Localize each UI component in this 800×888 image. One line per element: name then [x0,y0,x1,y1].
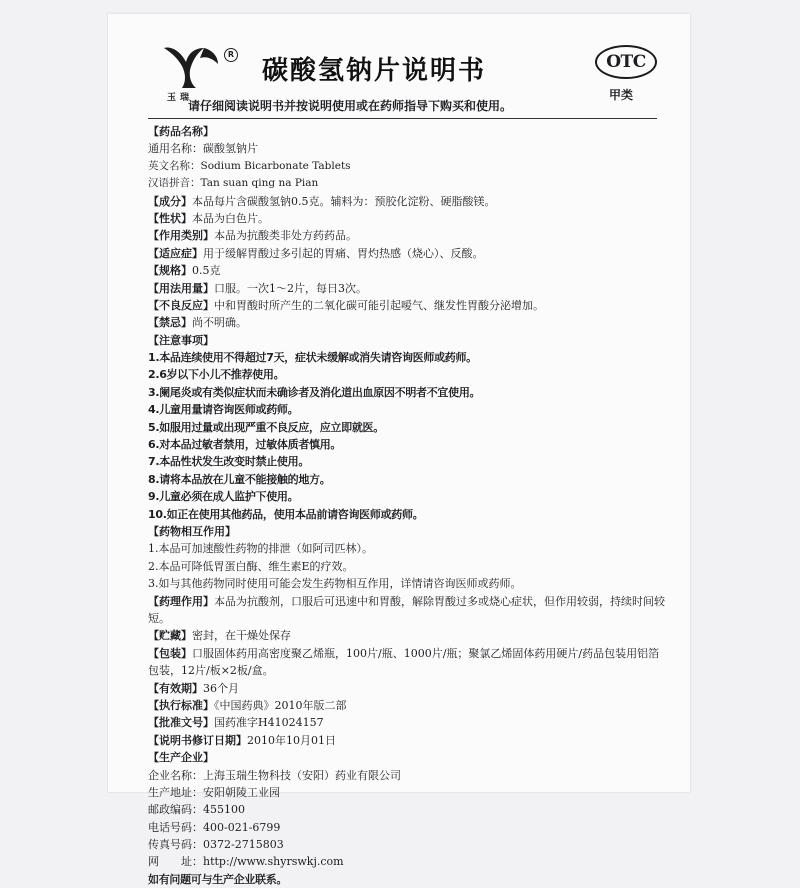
approval-label: 【批准文号】 [148,716,214,730]
dosage-value: 口服。一次1～2片，每日3次。 [214,281,367,295]
package-section [148,645,666,680]
indications-value: 用于缓解胃酸过多引起的胃痛、胃灼热感（烧心）、反酸。 [203,246,484,260]
precaution-item: 7.本品性状发生改变时禁止使用。 [148,455,310,469]
character-value: 本品为白色片。 [192,211,269,225]
standard-section [148,697,666,714]
validity-value: 36个月 [203,681,239,695]
composition-value: 本品每片含碳酸氢钠0.5克。辅料为：预胶化淀粉、硬脂酸镁。 [192,194,496,208]
category-section [148,227,666,244]
adverse-label: 【不良反应】 [148,298,214,312]
precaution-item: 5.如服用过量或出现严重不良反应，应立即就医。 [148,420,384,434]
contraindications-label: 【禁忌】 [148,316,192,330]
otc-badge: OTC [595,45,657,79]
character-label: 【性状】 [148,211,192,225]
dosage-label: 【用法用量】 [148,281,214,295]
adverse-value: 中和胃酸时所产生的二氧化碳可能引起嗳气、继发性胃酸分泌增加。 [214,298,544,312]
contraindications-section [148,314,666,331]
contraindications-value: 尚不明确。 [192,316,247,330]
revision-label: 【说明书修订日期】 [148,733,247,747]
category-label: 【作用类别】 [148,229,214,243]
precaution-item: 9.儿童必须在成人监护下使用。 [148,490,299,504]
standard-label: 【执行标准】 [148,698,214,712]
manufacturer-name: 企业名称：上海玉瑞生物科技（安阳）药业有限公司 [148,768,401,782]
registered-mark: R [224,48,238,62]
validity-section [148,680,666,697]
pharmacology-value: 本品为抗酸剂，口服后可迅速中和胃酸，解除胃酸过多或烧心症状，但作用较弱，持续时间较短。 [148,594,665,625]
indications-section [148,245,666,262]
precaution-item: 8.请将本品放在儿童不能接触的地方。 [148,472,331,486]
usage-instruction: 请仔细阅读说明书并按说明使用或在药师指导下购买和使用。 [188,99,513,113]
precautions-header: 【注意事项】 [148,333,214,347]
standard-value: 《中国药典》2010年版二部 [214,698,347,712]
specification-value: 0.5克 [192,264,221,278]
composition-label: 【成分】 [148,194,192,208]
interaction-item: 2.本品可降低胃蛋白酶、维生素E的疗效。 [148,559,354,573]
revision-value: 2010年10月01日 [247,733,336,747]
header-divider [148,118,657,119]
manufacturer-header: 【生产企业】 [148,751,214,765]
approval-value: 国药准字H41024157 [214,716,324,730]
package-label: 【包装】 [148,646,192,660]
package-value: 口服固体药用高密度聚乙烯瓶，100片/瓶、1000片/瓶；聚氯乙烯固体药用硬片/药品包装用铝箔包装，12片/板×2板/盒。 [148,646,660,678]
pinyin-name: 汉语拼音：Tan suan qing na Pian [148,177,319,190]
precaution-item: 1.本品连续使用不得超过7天，症状未缓解或消失请咨询医师或药师。 [148,351,477,365]
precaution-item: 2.6岁以下小儿不推荐使用。 [148,368,285,382]
document-title: 碳酸氢钠片说明书 [262,56,487,86]
storage-label: 【贮藏】 [148,629,192,643]
brand-name: 玉瑞 [167,93,194,103]
interactions-header: 【药物相互作用】 [148,524,236,538]
generic-name: 通用名称：碳酸氢钠片 [148,142,258,156]
leaflet-body [148,123,666,888]
specification-label: 【规格】 [148,264,192,278]
brand-logo-icon [160,44,222,90]
interaction-item: 1.本品可加速酸性药物的排泄（如阿司匹林）。 [148,542,373,556]
drug-name-header: 【药品名称】 [148,125,214,138]
validity-label: 【有效期】 [148,681,203,695]
english-name: 英文名称：Sodium Bicarbonate Tablets [148,159,351,172]
composition-section [148,193,666,210]
manufacturer-address: 生产地址：安阳朝陵工业园 [148,785,280,799]
storage-value: 密封，在干燥处保存 [192,629,291,643]
adverse-section [148,297,666,314]
interaction-item: 3.如与其他药物同时使用可能会发生药物相互作用，详情请咨询医师或药师。 [148,577,522,591]
pharmacology-label: 【药理作用】 [148,594,214,608]
precaution-item: 6.对本品过敏者禁用，过敏体质者慎用。 [148,438,342,452]
dosage-section [148,280,666,297]
indications-label: 【适应症】 [148,246,203,260]
manufacturer-contact: 如有问题可与生产企业联系。 [148,872,288,886]
approval-section [148,714,666,731]
manufacturer-postcode: 邮政编码：455100 [148,803,245,817]
character-section [148,210,666,227]
specification-section [148,262,666,279]
category-value: 本品为抗酸类非处方药药品。 [214,229,357,243]
revision-section [148,732,666,749]
otc-class-label: 甲类 [609,88,634,102]
storage-section [148,627,666,644]
precaution-item: 4.儿童用量请咨询医师或药师。 [148,403,299,417]
manufacturer-website: 网 址：http://www.shyrswkj.com [148,855,344,869]
precaution-item: 3.阑尾炎或有类似症状而未确诊者及消化道出血原因不明者不宜使用。 [148,385,481,399]
pharmacology-section [148,593,666,628]
manufacturer-phone: 电话号码：400-021-6799 [148,820,281,834]
manufacturer-fax: 传真号码：0372-2715803 [148,838,284,852]
precaution-item: 10.如正在使用其他药品，使用本品前请咨询医师或药师。 [148,507,424,521]
